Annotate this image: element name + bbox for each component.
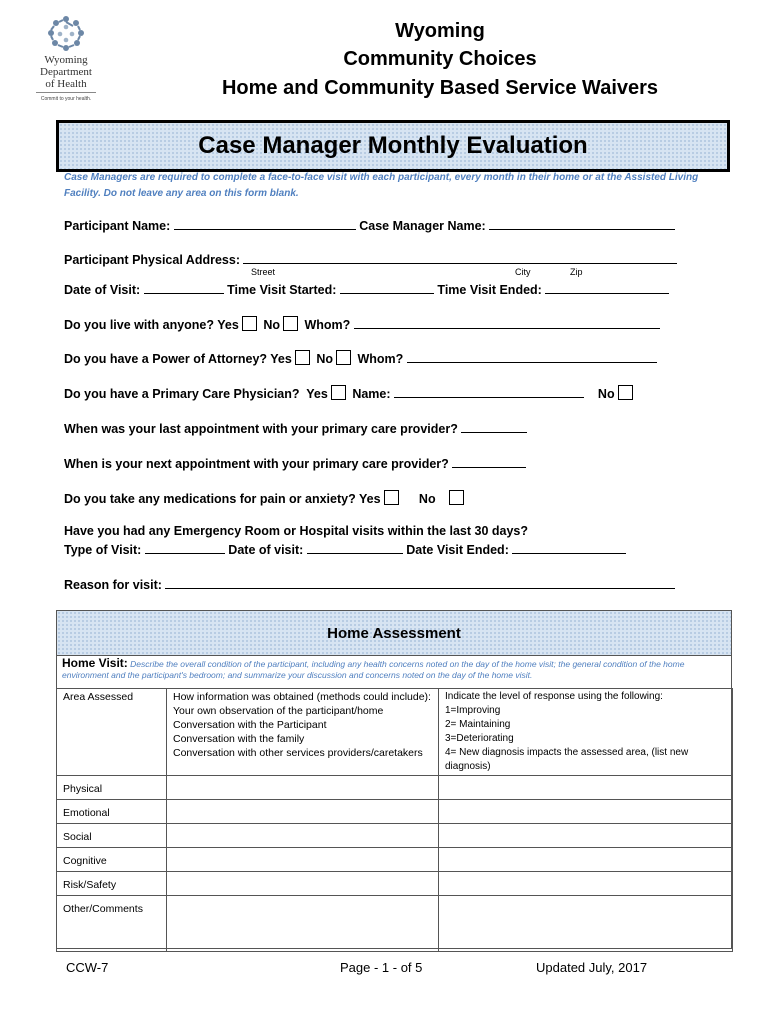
home-visit-label: Home Visit: (62, 656, 128, 670)
header-waivers: Home and Community Based Service Waivers (221, 77, 659, 99)
meds-yes-checkbox[interactable] (384, 490, 399, 505)
updated-date: Updated July, 2017 (536, 960, 648, 975)
area-label: Cognitive (57, 848, 167, 872)
type-of-visit-field[interactable] (145, 541, 225, 554)
table-row (57, 776, 733, 800)
response-cell[interactable] (439, 896, 733, 952)
last-appt-field[interactable] (461, 420, 527, 433)
area-label: Emotional (57, 800, 167, 824)
next-appt-field[interactable] (452, 455, 526, 468)
home-assessment-heading: Home Assessment (327, 625, 461, 642)
method-header: How information was obtained (methods could include): Your own observation of the participant/home Conversation with the Participant Conversation with the family Conversation with other services providers/caretakers (167, 689, 439, 776)
address-field[interactable] (243, 251, 677, 264)
live-with-yes-checkbox[interactable] (242, 316, 257, 331)
assessment-header-row (57, 689, 733, 776)
response-level-header: Indicate the level of response using the following: 1=Improving 2= Maintaining 3=Deteriorating 4= New diagnosis impacts the assessed area, (list new diagnosis) (439, 689, 733, 776)
address-row: Participant Physical Address: (64, 251, 677, 267)
street-label: Street (251, 267, 276, 277)
participant-name-row: Participant Name: Case Manager Name: (64, 217, 675, 233)
time-started-field[interactable] (340, 281, 434, 294)
pcp-name-field[interactable] (394, 385, 584, 398)
method-cell[interactable] (167, 896, 439, 952)
header-program: Community Choices (343, 48, 537, 70)
reason-field[interactable] (165, 576, 675, 589)
last-appt-row: When was your last appointment with your primary care provider? (64, 420, 527, 436)
city-label: City (515, 267, 531, 277)
live-with-row: Do you live with anyone? Yes No Whom? (64, 316, 660, 332)
zip-label: Zip (570, 267, 583, 277)
home-visit-description: Home Visit: Describe the overall condition of the participant, including any health concerns noted on the day of the home visit; the general condition of the home environment and the participant's bedroom; and summarize your discussion and concerns noted on the day of the home visit. (62, 656, 685, 680)
er-visit-details-row: Type of Visit: Date of visit: Date Visit Ended: (64, 541, 626, 557)
area-assessed-header: Area Assessed (57, 689, 167, 776)
home-assessment-heading-box (56, 610, 732, 656)
page-number: Page - 1 - of 5 (340, 960, 423, 975)
method-cell[interactable] (167, 776, 439, 800)
response-cell[interactable] (439, 848, 733, 872)
method-cell[interactable] (167, 824, 439, 848)
table-row (57, 848, 733, 872)
case-manager-name-field[interactable] (489, 217, 675, 230)
instructions-line-2: Facility. Do not leave any area on this form blank. (64, 188, 299, 199)
poa-row: Do you have a Power of Attorney? Yes No Whom? (64, 350, 657, 366)
form-title: Case Manager Monthly Evaluation (198, 132, 588, 159)
area-label: Physical (57, 776, 167, 800)
header-state: Wyoming (395, 20, 485, 42)
method-cell[interactable] (167, 872, 439, 896)
table-row (57, 800, 733, 824)
area-label: Social (57, 824, 167, 848)
visit-time-row: Date of Visit: Time Visit Started: Time Visit Ended: (64, 281, 669, 297)
response-cell[interactable] (439, 776, 733, 800)
poa-no-checkbox[interactable] (336, 350, 351, 365)
pcp-row: Do you have a Primary Care Physician? Yes Name: No (64, 385, 636, 401)
participant-name-field[interactable] (174, 217, 356, 230)
er-date-of-visit-field[interactable] (307, 541, 403, 554)
meds-row: Do you take any medications for pain or anxiety? Yes No (64, 490, 467, 506)
poa-yes-checkbox[interactable] (295, 350, 310, 365)
table-row (57, 872, 733, 896)
form-id: CCW-7 (66, 960, 109, 975)
live-with-whom-field[interactable] (354, 316, 660, 329)
response-cell[interactable] (439, 872, 733, 896)
method-cell[interactable] (167, 800, 439, 824)
poa-whom-field[interactable] (407, 350, 657, 363)
time-ended-field[interactable] (545, 281, 669, 294)
area-label: Other/Comments (57, 896, 167, 952)
instructions-line-1: Case Managers are required to complete a face-to-face visit with each participant, every month in their home or at the Assisted Living (64, 172, 699, 183)
table-row (57, 896, 733, 952)
response-cell[interactable] (439, 824, 733, 848)
response-cell[interactable] (439, 800, 733, 824)
table-row (57, 824, 733, 848)
method-cell[interactable] (167, 848, 439, 872)
live-with-no-checkbox[interactable] (283, 316, 298, 331)
logo-tagline: Commit to your health. (40, 96, 92, 102)
er-date-visit-ended-field[interactable] (512, 541, 626, 554)
meds-no-checkbox[interactable] (449, 490, 464, 505)
next-appt-row: When is your next appointment with your primary care provider? (64, 455, 526, 471)
logo-org-name: Wyoming Department of Health (40, 54, 92, 90)
form-title-box (56, 120, 730, 172)
assessment-table (56, 688, 733, 952)
date-of-visit-field[interactable] (144, 281, 224, 294)
er-visits-question: Have you had any Emergency Room or Hospital visits within the last 30 days? (64, 524, 529, 538)
area-label: Risk/Safety (57, 872, 167, 896)
pcp-no-checkbox[interactable] (618, 385, 633, 400)
pcp-yes-checkbox[interactable] (331, 385, 346, 400)
reason-row: Reason for visit: (64, 576, 675, 592)
